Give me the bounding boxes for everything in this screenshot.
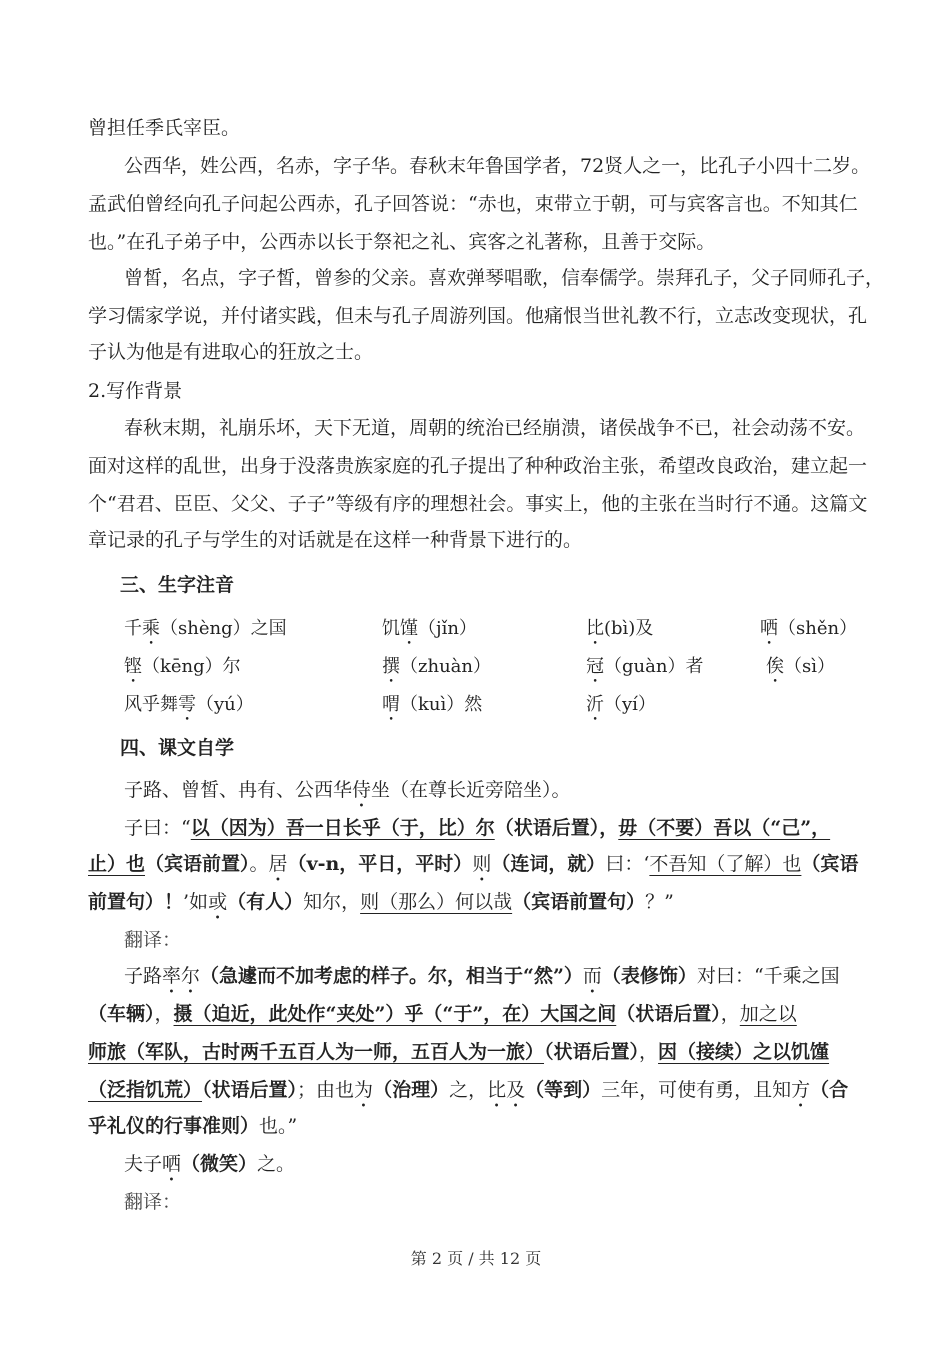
text-line: 止）也（宾语前置）。居（v-n，平日，平时）则（连词，就）曰：‘不吾知（了解）也（宾语 [88, 853, 859, 875]
paragraph-line: 曾担任季氏宰臣。 [88, 117, 241, 139]
text-line: 子曰：“以（因为）吾一日长乎（于，比）尔（状语后置），毋（不要）吾以（“己”， [124, 817, 831, 839]
pinyin-item: 撰（zhuàn） [382, 656, 491, 677]
text-line: （泛指饥荒）（状语后置）；由也为（治理）之，比及（等到）三年，可使有勇，且知方（合 [88, 1079, 849, 1101]
page-footer: 第 2 页 / 共 12 页 [410, 1249, 542, 1268]
text-line: 乎礼仪的行事准则）也。” [88, 1115, 298, 1137]
paragraph-line: 个“君君、臣臣、父父、子子”等级有序的理想社会。事实上，他的主张在当时行不通。这篇文 [88, 493, 868, 515]
paragraph-line: 也。”在孔子弟子中，公西赤以长于祭祀之礼、宾客之礼著称，且善于交际。 [88, 231, 716, 253]
section-heading: 三、生字注音 [120, 574, 235, 596]
paragraph-line: 章记录的孔子与学生的对话就是在这样一种背景下进行的。 [88, 529, 583, 551]
text-line: 师旅（军队，古时两千五百人为一师，五百人为一旅）（状语后置），因（接续）之以饥馑 [88, 1041, 830, 1063]
paragraph-line: 孟武伯曾经向孔子问起公西赤，孔子回答说：“赤也，束带立于朝，可与宾客言也。不知其仁 [88, 193, 858, 215]
paragraph-line: 学习儒家学说，并付诸实践，但未与孔子周游列国。他痛恨当世礼教不行，立志改变现状，孔 [88, 305, 868, 327]
text-line: 夫子哂（微笑）之。 [124, 1153, 296, 1175]
pinyin-item: 哂（shěn） [760, 618, 858, 639]
pinyin-item: 比(bì)及 [586, 618, 654, 639]
paragraph-line: 子认为他是有进取心的狂放之士。 [88, 341, 374, 363]
text-line: 前置句）！’如或（有人）知尔，则（那么）何以哉（宾语前置句）？” [88, 891, 674, 913]
text-line: 子路、曾皙、冉有、公西华侍坐（在尊长近旁陪坐）。 [124, 779, 571, 801]
pinyin-item: 喟（kuì）然 [382, 694, 483, 715]
pinyin-item: 冠（guàn）者 [586, 656, 704, 677]
pinyin-item: 铿（kēng）尔 [124, 656, 241, 677]
translation-label: 翻译： [124, 929, 182, 951]
paragraph-line: 公西华，姓公西，名赤，字子华。春秋末年鲁国学者，72贤人之一，比孔子小四十二岁。 [124, 155, 871, 177]
section-heading: 四、课文自学 [120, 737, 235, 759]
pinyin-item: 俟（sì） [766, 656, 835, 677]
translation-label: 翻译： [124, 1191, 182, 1213]
paragraph-line: 曾皙，名点，字子皙，曾参的父亲。喜欢弹琴唱歌，信奉儒学。崇拜孔子，父子同师孔子， [124, 267, 885, 289]
pinyin-item: 千乘（shèng）之国 [124, 618, 287, 639]
pinyin-item: 饥馑（jǐn） [382, 618, 477, 639]
text-line: 子路率尔（急遽而不加考虑的样子。尔，相当于“然”）而（表修饰）对曰：“千乘之国 [124, 965, 840, 987]
paragraph-line: 面对这样的乱世，出身于没落贵族家庭的孔子提出了种种政治主张，希望改良政治，建立起一 [88, 455, 868, 477]
paragraph-line: 春秋末期，礼崩乐坏，天下无道，周朝的统治已经崩溃，诸侯战争不已，社会动荡不安。 [124, 417, 866, 439]
section-subtitle: 2.写作背景 [88, 380, 183, 402]
text-line: （车辆），摄（迫近，此处作“夹处”）乎（“于”，在）大国之间（状语后置），加之以 [88, 1003, 797, 1025]
pinyin-item: 风乎舞雩（yú） [124, 694, 254, 715]
pinyin-item: 沂（yí） [586, 694, 656, 715]
